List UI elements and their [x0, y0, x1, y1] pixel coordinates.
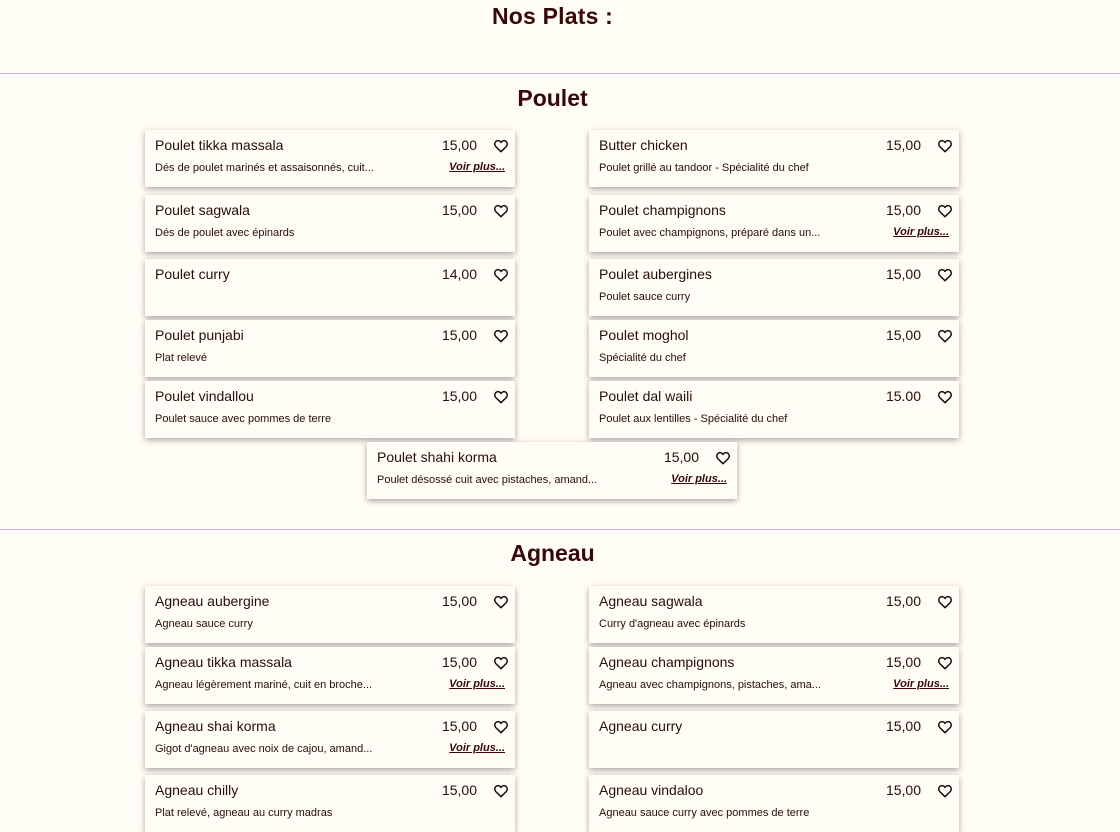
menu-item-card[interactable]	[145, 381, 515, 438]
see-more-link[interactable]: Voir plus...	[671, 473, 727, 485]
menu-item-card[interactable]	[145, 195, 515, 252]
heart-icon[interactable]	[493, 138, 509, 154]
dish-name: Agneau vindaloo	[599, 782, 704, 798]
dish-price: 15,00	[441, 593, 477, 609]
menu-item-card[interactable]	[589, 775, 959, 832]
see-more-link[interactable]: Voir plus...	[449, 161, 505, 173]
dish-name: Agneau aubergine	[155, 593, 270, 609]
see-more-link[interactable]: Voir plus...	[449, 678, 505, 690]
dish-description: Poulet aux lentilles - Spécialité du chef	[599, 413, 788, 425]
dish-name: Poulet shahi korma	[377, 449, 497, 465]
section-title-poulet: Poulet	[517, 85, 588, 111]
heart-icon[interactable]	[937, 267, 953, 283]
dish-price: 15,00	[885, 202, 921, 218]
dish-name: Poulet sagwala	[155, 202, 250, 218]
menu-item-card[interactable]	[145, 130, 515, 187]
menu-item-card[interactable]	[367, 442, 737, 499]
see-more-link[interactable]: Voir plus...	[893, 678, 949, 690]
heart-icon[interactable]	[937, 203, 953, 219]
dish-description: Dés de poulet avec épinards	[155, 227, 295, 239]
dish-name: Agneau tikka massala	[155, 654, 292, 670]
dish-name: Poulet moghol	[599, 327, 689, 343]
heart-icon[interactable]	[715, 450, 731, 466]
dish-price: 15,00	[441, 654, 477, 670]
dish-description: Poulet désossé cuit avec pistaches, amand...	[377, 474, 598, 486]
heart-icon[interactable]	[937, 719, 953, 735]
dish-price: 15,00	[663, 449, 699, 465]
menu-item-card[interactable]	[589, 381, 959, 438]
dish-price: 15,00	[885, 266, 921, 282]
heart-icon[interactable]	[493, 267, 509, 283]
dish-price: 15,00	[885, 593, 921, 609]
dish-price: 15,00	[885, 718, 921, 734]
heart-icon[interactable]	[937, 655, 953, 671]
menu-item-card[interactable]	[145, 320, 515, 377]
heart-icon[interactable]	[937, 138, 953, 154]
heart-icon[interactable]	[937, 594, 953, 610]
dish-price: 15,00	[441, 327, 477, 343]
menu-item-card[interactable]	[145, 647, 515, 704]
dish-name: Poulet champignons	[599, 202, 726, 218]
dish-description: Agneau légèrement mariné, cuit en broche...	[155, 679, 373, 691]
dish-description: Poulet avec champignons, préparé dans un...	[599, 227, 821, 239]
dish-description: Plat relevé, agneau au curry madras	[155, 807, 333, 819]
heart-icon[interactable]	[493, 203, 509, 219]
page-title: Nos Plats :	[491, 3, 614, 29]
dish-name: Agneau champignons	[599, 654, 735, 670]
dish-description: Curry d'agneau avec épinards	[599, 618, 746, 630]
dish-price: 15,00	[441, 202, 477, 218]
dish-description: Spécialité du chef	[599, 352, 686, 364]
heart-icon[interactable]	[937, 389, 953, 405]
dish-name: Poulet curry	[155, 266, 230, 282]
section-divider	[0, 529, 1120, 530]
dish-name: Agneau sagwala	[599, 593, 703, 609]
heart-icon[interactable]	[493, 389, 509, 405]
heart-icon[interactable]	[493, 655, 509, 671]
dish-price: 15,00	[441, 137, 477, 153]
dish-description: Gigot d'agneau avec noix de cajou, amand...	[155, 743, 373, 755]
heart-icon[interactable]	[937, 328, 953, 344]
menu-item-card[interactable]	[145, 775, 515, 832]
menu-item-card[interactable]	[589, 259, 959, 316]
menu-item-card[interactable]	[589, 195, 959, 252]
dish-name: Butter chicken	[599, 137, 688, 153]
menu-item-card[interactable]	[589, 320, 959, 377]
menu-item-card[interactable]	[589, 647, 959, 704]
dish-price: 15.00	[885, 388, 921, 404]
see-more-link[interactable]: Voir plus...	[449, 742, 505, 754]
dish-price: 15,00	[441, 782, 477, 798]
dish-description: Agneau sauce curry	[155, 618, 253, 630]
menu-item-card[interactable]	[589, 586, 959, 643]
dish-name: Agneau shai korma	[155, 718, 276, 734]
dish-name: Poulet aubergines	[599, 266, 712, 282]
menu-item-card[interactable]	[589, 130, 959, 187]
dish-price: 14,00	[441, 266, 477, 282]
heart-icon[interactable]	[493, 719, 509, 735]
menu-item-card[interactable]	[145, 711, 515, 768]
dish-price: 15,00	[885, 137, 921, 153]
dish-description: Agneau sauce curry avec pommes de terre	[599, 807, 810, 819]
dish-name: Agneau chilly	[155, 782, 239, 798]
dish-description: Poulet sauce avec pommes de terre	[155, 413, 332, 425]
heart-icon[interactable]	[493, 783, 509, 799]
section-title-agneau: Agneau	[510, 540, 595, 566]
dish-price: 15,00	[441, 388, 477, 404]
dish-name: Agneau curry	[599, 718, 683, 734]
dish-description: Poulet sauce curry	[599, 291, 691, 303]
dish-name: Poulet vindallou	[155, 388, 254, 404]
dish-description: Dés de poulet marinés et assaisonnés, cuit...	[155, 162, 374, 174]
dish-price: 15,00	[885, 654, 921, 670]
dish-name: Poulet punjabi	[155, 327, 244, 343]
menu-item-card[interactable]	[589, 711, 959, 768]
heart-icon[interactable]	[937, 783, 953, 799]
section-divider	[0, 73, 1120, 74]
dish-name: Poulet dal waili	[599, 388, 693, 404]
dish-price: 15,00	[885, 327, 921, 343]
heart-icon[interactable]	[493, 594, 509, 610]
dish-description: Agneau avec champignons, pistaches, ama...	[599, 679, 821, 691]
menu-item-card[interactable]	[145, 586, 515, 643]
see-more-link[interactable]: Voir plus...	[893, 226, 949, 238]
dish-name: Poulet tikka massala	[155, 137, 284, 153]
menu-item-card[interactable]	[145, 259, 515, 316]
dish-description: Poulet grillé au tandoor - Spécialité du chef	[599, 162, 809, 174]
dish-description: Plat relevé	[155, 352, 207, 364]
dish-price: 15,00	[885, 782, 921, 798]
dish-price: 15,00	[441, 718, 477, 734]
heart-icon[interactable]	[493, 328, 509, 344]
